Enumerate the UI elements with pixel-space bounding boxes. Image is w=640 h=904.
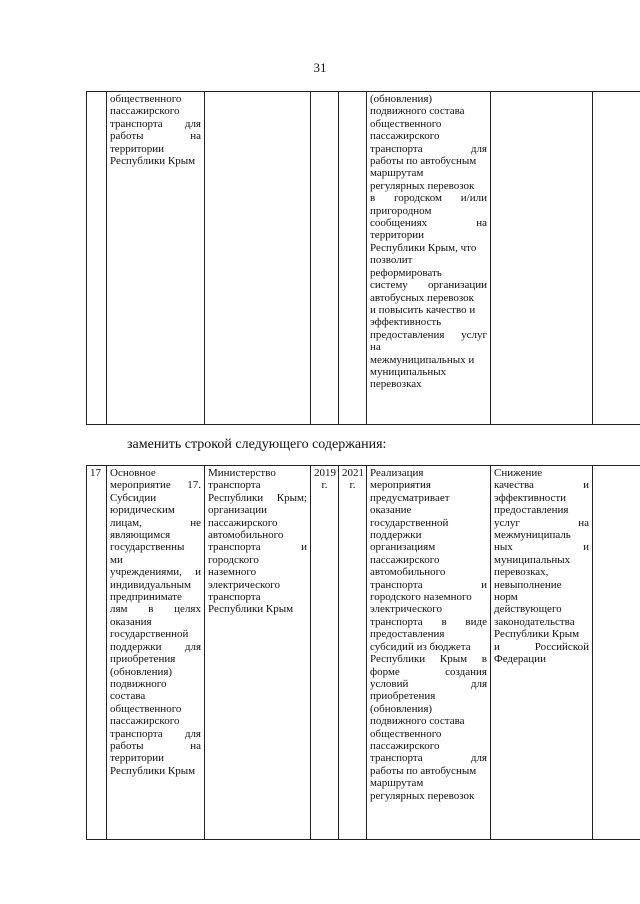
text-line: и повысить качество и	[370, 303, 476, 316]
text-line: автомобильного	[370, 566, 446, 579]
text-line: приобретения	[110, 653, 176, 666]
text-line: автомобильного	[208, 529, 284, 542]
text-line: законодательства	[494, 615, 575, 628]
text-line: регулярных перевозок	[370, 179, 475, 192]
cell-year-end	[339, 92, 367, 425]
cell-extra	[593, 92, 640, 425]
text-line: территории	[370, 229, 425, 242]
row-number: 17	[87, 466, 107, 840]
text-line: Реализация	[370, 467, 424, 479]
cell-executor	[205, 466, 311, 840]
text-line: Основное	[110, 467, 156, 479]
text-line: предоставления	[370, 628, 445, 641]
continued-row	[87, 92, 640, 425]
text-line: общественного	[370, 117, 442, 130]
text-line: Министерство	[208, 467, 276, 479]
text-line: общественного	[110, 702, 182, 715]
text-line: муниципальных	[494, 553, 571, 566]
text-line: автобусных перевозок	[370, 291, 474, 304]
text-line: эффективность	[370, 316, 442, 329]
text-line: (обновления)	[370, 93, 433, 105]
text-line: Субсидии	[110, 491, 157, 504]
text-line: транспорта	[208, 591, 261, 604]
text-line: предоставления услуг	[370, 328, 487, 341]
cell-consequence	[491, 92, 593, 425]
text-line: государственной	[370, 516, 449, 529]
cell-year-end	[339, 466, 367, 840]
text-line: качества и	[494, 479, 589, 492]
text-line: перевозках,	[494, 566, 549, 579]
text-line: транспорта и	[370, 578, 487, 591]
text-line: субсидий из бюджета	[370, 640, 471, 653]
text-line: ми	[110, 553, 123, 566]
text-line: городского наземного	[370, 591, 472, 604]
cell-measure	[107, 92, 205, 425]
text-line: оказания	[110, 615, 152, 628]
text-line: Республики Крым	[110, 155, 196, 168]
text-line: г.	[321, 479, 328, 492]
text-line: общественного	[370, 727, 442, 740]
text-line: позволит	[370, 254, 413, 267]
text-line: пригородном	[370, 204, 432, 217]
text-line: Республики Крым	[110, 764, 196, 777]
cell-extra	[593, 466, 640, 840]
text-line: организациям	[370, 541, 436, 554]
page-number: 31	[313, 60, 327, 75]
cell-result	[367, 466, 491, 840]
text-line: государственной	[110, 628, 189, 641]
text-line: невыполнение	[494, 578, 562, 591]
text-line: г.	[349, 479, 356, 492]
continued-table	[86, 91, 640, 425]
text-line: транспорта и	[208, 541, 307, 554]
text-line: пассажирского	[370, 130, 440, 143]
text-line: предпринимате	[110, 591, 182, 604]
text-line: электрического	[208, 578, 281, 591]
cell-number	[87, 92, 107, 425]
text-line: Республики Крым	[208, 603, 294, 616]
text-line: в городском и/или	[370, 192, 487, 205]
text-line: электрического	[370, 603, 443, 616]
text-line: перевозках	[370, 378, 422, 391]
cell-consequence	[491, 466, 593, 840]
text-line: работы по автобусным	[370, 764, 477, 777]
text-line: мероприятие 17.	[110, 479, 201, 492]
text-line: состава	[110, 690, 146, 703]
text-line: городского	[208, 553, 259, 566]
text-line: пассажирского	[370, 553, 440, 566]
cell-year-start	[311, 92, 339, 425]
text-line: организации	[208, 504, 268, 517]
cell-result	[367, 92, 491, 425]
text-line: и Российской	[494, 640, 589, 653]
text-line: государственны	[110, 541, 185, 554]
text-line: 2019	[314, 467, 336, 479]
text-line: услуг на	[494, 516, 589, 529]
cell-measure	[107, 466, 205, 840]
text-line: пассажирского	[370, 739, 440, 752]
text-line: норм	[494, 591, 518, 604]
text-line: транспорта для	[370, 142, 487, 155]
text-line: учреждениями, и	[110, 566, 201, 579]
text-line: регулярных перевозок	[370, 789, 475, 802]
text-line: оказание	[370, 504, 412, 517]
text-line: Федерации	[494, 653, 546, 666]
cell-executor	[205, 92, 311, 425]
text-line: работы на	[110, 739, 201, 752]
text-line: индивидуальным	[110, 578, 192, 591]
text-line: предусматривает	[370, 491, 450, 504]
text-line: лицам, не	[110, 516, 201, 529]
text-line: мероприятия	[370, 479, 431, 492]
text-line: на	[370, 341, 381, 354]
text-line: пассажирского	[110, 105, 180, 118]
text-line: подвижного	[110, 677, 167, 690]
text-line: юридическим	[110, 504, 175, 517]
text-line: межмуниципаль	[494, 529, 571, 542]
text-line: являющимся	[110, 529, 171, 542]
text-line: пассажирского	[110, 715, 180, 728]
text-line: Республики Крым в	[370, 653, 487, 666]
text-line: транспорта для	[110, 727, 201, 740]
text-line: подвижного состава	[370, 715, 465, 728]
text-line: муниципальных	[370, 365, 447, 378]
text-line: Республики Крым;	[208, 491, 307, 504]
text-line: лям в целях	[110, 603, 201, 616]
text-line: (обновления)	[110, 665, 173, 678]
text-line: работы на	[110, 130, 201, 143]
text-line: подвижного состава	[370, 105, 465, 118]
text-line: маршрутам	[370, 167, 424, 180]
text-line: действующего	[494, 603, 562, 616]
text-line: предоставления	[494, 504, 569, 517]
text-line: общественного	[110, 93, 182, 105]
text-line: Снижение	[494, 467, 543, 479]
text-line: (обновления)	[370, 702, 433, 715]
replace-heading: заменить строкой следующего содержания:	[127, 437, 387, 452]
text-line: транспорта для	[370, 752, 487, 765]
text-line: транспорта	[208, 479, 261, 492]
text-line: Республики Крым	[494, 628, 580, 641]
text-line: 2021	[342, 467, 364, 479]
new-row-table	[86, 465, 640, 840]
text-line: пассажирского	[208, 516, 278, 529]
text-line: работы по автобусным	[370, 155, 477, 168]
text-line: Республики Крым, что	[370, 241, 477, 254]
text-line: эффективности	[494, 491, 567, 504]
cell-year-start	[311, 466, 339, 840]
text-line: условий для	[370, 677, 487, 690]
text-line: транспорта в виде	[370, 615, 487, 628]
text-line: систему организации	[370, 279, 487, 292]
new-row	[87, 466, 640, 840]
text-line: территории	[110, 752, 165, 765]
text-line: сообщениях на	[370, 217, 487, 230]
text-line: территории	[110, 142, 165, 155]
text-line: форме создания	[370, 665, 487, 678]
text-line: приобретения	[370, 690, 436, 703]
text-line: поддержки	[370, 529, 422, 542]
text-line: ных и	[494, 541, 589, 554]
text-line: поддержки для	[110, 640, 201, 653]
text-line: транспорта для	[110, 117, 201, 130]
text-line: маршрутам	[370, 777, 424, 790]
text-line: реформировать	[370, 266, 442, 279]
text-line: наземного	[208, 566, 257, 579]
text-line: межмуниципальных и	[370, 353, 475, 366]
